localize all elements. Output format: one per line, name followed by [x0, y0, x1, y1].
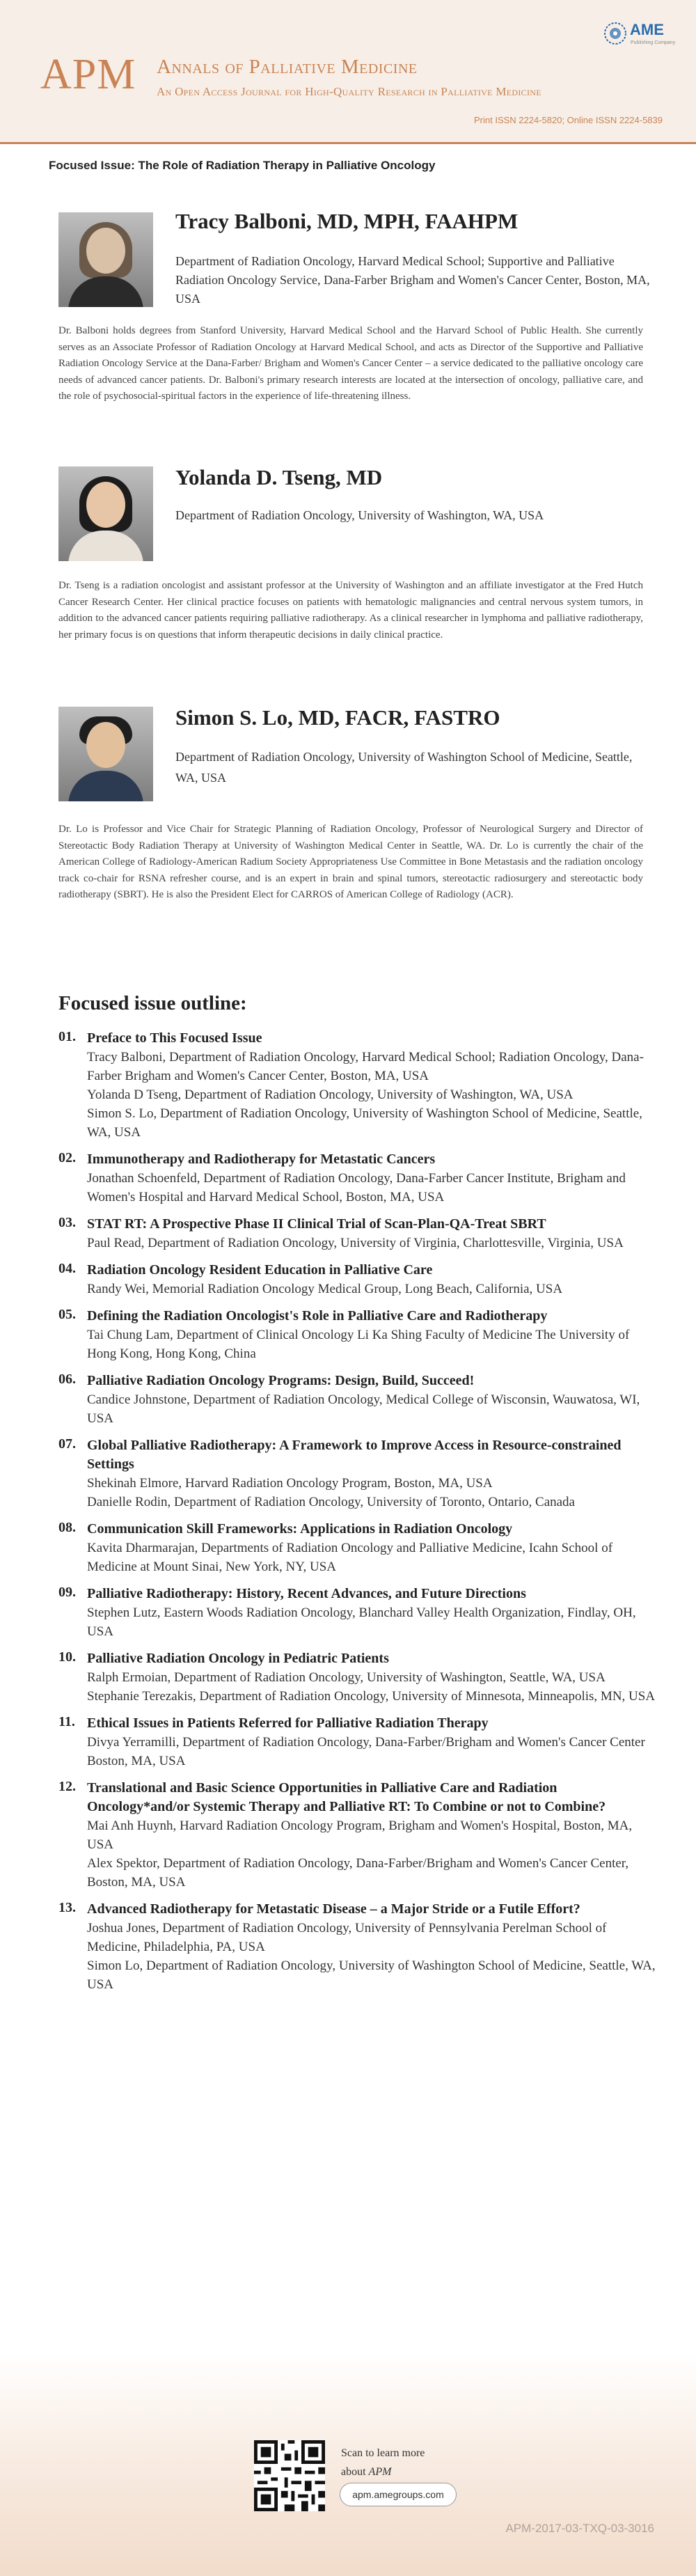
issn: Print ISSN 2224-5820; Online ISSN 2224-5839 — [473, 115, 663, 125]
journal-header — [0, 0, 696, 142]
item-number: 10. — [58, 1649, 76, 1665]
portrait-simon-lo — [58, 707, 153, 801]
outline-item — [58, 1307, 657, 1363]
ame-logo: AME — [630, 21, 664, 38]
outline-item — [58, 1779, 657, 1892]
article-author: Simon S. Lo, Department of Radiation Oncology, University of Washington School of Medicine, Seattle, WA, USA — [87, 1106, 642, 1140]
ame-tagline: Publishing Company — [631, 40, 676, 45]
item-number: 02. — [58, 1150, 76, 1165]
scan-prompt — [341, 2444, 425, 2481]
article-author: Danielle Rodin, Department of Radiation Oncology, University of Toronto, Ontario, Canada — [87, 1495, 575, 1509]
article-title: Palliative Radiation Oncology in Pediatric Patients — [87, 1651, 389, 1666]
article-title: Radiation Oncology Resident Education in Palliative Care — [87, 1262, 433, 1278]
outline-item — [58, 1520, 657, 1576]
outline-item — [58, 1215, 657, 1252]
article-title: Communication Skill Frameworks: Applications in Radiation Oncology — [87, 1521, 513, 1537]
item-number: 04. — [58, 1261, 76, 1276]
item-number: 09. — [58, 1585, 76, 1600]
outline-item — [58, 1714, 657, 1770]
item-number: 13. — [58, 1900, 76, 1915]
article-title: Advanced Radiotherapy for Metastatic Disease – a Major Stride or a Futile Effort? — [87, 1901, 580, 1917]
editor-bio: Dr. Balboni holds degrees from Stanford University, Harvard Medical School and the Harvard School of Public Health. She currently serves as an Associate Professor of Radiation Oncology at Harvard Medical School, and acts as Director of the Supportive and Palliative Radiation Oncology Service at the Dana-Farber/ Brigham and Women's Cancer Center – a service dedicated to the palliative oncology care needs of advanced cancer patients. Dr. Balboni's primary research interests are located at the intersection of oncology, palliative care, and the role of psychosocial-spiritual factors in the experience of life-threatening illness. — [58, 325, 643, 402]
qr-code-icon[interactable] — [254, 2440, 325, 2511]
apm-logo: APM — [40, 51, 136, 98]
article-author: Tai Chung Lam, Department of Clinical Oncology Li Ka Shing Faculty of Medicine The University of Hong Kong, Hong Kong, China — [87, 1328, 630, 1361]
scan-line-1: Scan to learn more — [341, 2447, 425, 2459]
article-title: Immunotherapy and Radiotherapy for Metastatic Cancers — [87, 1152, 436, 1167]
article-author: Divya Yerramilli, Department of Radiation Oncology, Dana-Farber/Brigham and Women's Cancer Center Boston, MA, USA — [87, 1735, 645, 1768]
article-title: Palliative Radiation Oncology Programs: Design, Build, Succeed! — [87, 1373, 475, 1388]
outline-item — [58, 1029, 657, 1142]
item-number: 03. — [58, 1215, 76, 1230]
article-title: Defining the Radiation Oncologist's Role in Palliative Care and Radiotherapy — [87, 1308, 548, 1324]
article-author: Jonathan Schoenfeld, Department of Radiation Oncology, Dana-Farber Cancer Institute, Brigham and Women's Hospital and Harvard Medical School, Boston, MA, USA — [87, 1171, 626, 1204]
journal-subtitle: An Open Access Journal for High-Quality Research in Palliative Medicine — [157, 85, 541, 98]
outline-item — [58, 1900, 657, 1994]
article-author: Candice Johnstone, Department of Radiation Oncology, Medical College of Wisconsin, Wauwatosa, WI, USA — [87, 1392, 640, 1426]
outline-item — [58, 1150, 657, 1207]
item-number: 05. — [58, 1307, 76, 1322]
editor-affiliation: Department of Radiation Oncology, University of Washington School of Medicine, Seattle, WA, USA — [175, 750, 633, 785]
editor-bio: Dr. Tseng is a radiation oncologist and assistant professor at the University of Washington and an affiliate investigator at the Fred Hutch Cancer Research Center. Her clinical practice focuses on patients with hematologic malignancies and central nervous system tumors, in addition to the advanced cancer patients requiring palliative radiotherapy. As a clinical researcher in lymphoma and palliative radiotherapy, her primary focus is on questions that inform therapeutic decisions in daily clinical practice. — [58, 580, 643, 641]
article-author: Paul Read, Department of Radiation Oncology, University of Virginia, Charlottesville, Virginia, USA — [87, 1236, 624, 1250]
item-number: 06. — [58, 1372, 76, 1387]
article-author: Tracy Balboni, Department of Radiation Oncology, Harvard Medical School; Radiation Oncology, Dana-Farber Brigham and Women's Cancer Center, Boston, MA, USA — [87, 1050, 644, 1083]
outline-list — [58, 1029, 657, 2002]
article-title: Ethical Issues in Patients Referred for Palliative Radiation Therapy — [87, 1715, 489, 1731]
item-number: 11. — [58, 1714, 75, 1729]
journal-url-link[interactable]: apm.amegroups.com — [340, 2483, 457, 2506]
article-author: Shekinah Elmore, Harvard Radiation Oncology Program, Boston, MA, USA — [87, 1476, 493, 1491]
outline-item — [58, 1261, 657, 1298]
article-title: Translational and Basic Science Opportunities in Palliative Care and Radiation Oncology*and/or Systemic Therapy and Palliative RT: To Combine or not to Combine? — [87, 1780, 606, 1814]
article-author: Stephanie Terezakis, Department of Radiation Oncology, University of Minnesota, Minneapolis, MN, USA — [87, 1689, 656, 1704]
article-author: Stephen Lutz, Eastern Woods Radiation Oncology, Blanchard Valley Health Organization, Findlay, OH, USA — [87, 1605, 636, 1639]
item-number: 07. — [58, 1436, 76, 1452]
outline-item — [58, 1585, 657, 1641]
editor-affiliation: Department of Radiation Oncology, Harvard Medical School; Supportive and Palliative Radiation Oncology Service, Dana-Farber Brigham and Women's Cancer Center, Boston, MA, USA — [175, 254, 650, 306]
scan-line-2: about APM — [341, 2466, 392, 2478]
outline-item — [58, 1649, 657, 1706]
article-author: Mai Anh Huynh, Harvard Radiation Oncology Program, Brigham and Women's Hospital, Boston, MA, USA — [87, 1819, 633, 1852]
article-title: Palliative Radiotherapy: History, Recent Advances, and Future Directions — [87, 1586, 526, 1601]
header-divider — [0, 142, 696, 144]
document-code: APM-2017-03-TXQ-03-3016 — [505, 2522, 654, 2535]
article-author: Simon Lo, Department of Radiation Oncology, University of Washington School of Medicine, Seattle, WA, USA — [87, 1958, 656, 1992]
item-number: 12. — [58, 1779, 76, 1794]
article-author: Alex Spektor, Department of Radiation Oncology, Dana-Farber/Brigham and Women's Cancer Center, Boston, MA, USA — [87, 1856, 629, 1890]
outline-item — [58, 1436, 657, 1511]
portrait-tracy-balboni — [58, 212, 153, 307]
journal-title: Annals of Palliative Medicine — [157, 56, 418, 78]
focused-issue-title: Focused Issue: The Role of Radiation Therapy in Palliative Oncology — [49, 159, 436, 172]
editor-name: Tracy Balboni, MD, MPH, FAAHPM — [175, 209, 519, 233]
item-number: 08. — [58, 1520, 76, 1535]
outline-heading: Focused issue outline: — [58, 992, 247, 1014]
portrait-yolanda-tseng — [58, 466, 153, 561]
editor-name: Simon S. Lo, MD, FACR, FASTRO — [175, 705, 500, 730]
article-author: Kavita Dharmarajan, Departments of Radiation Oncology and Palliative Medicine, Icahn School of Medicine at Mount Sinai, New York, NY, USA — [87, 1541, 613, 1574]
article-title: STAT RT: A Prospective Phase II Clinical Trial of Scan-Plan-QA-Treat SBRT — [87, 1216, 546, 1232]
article-author: Ralph Ermoian, Department of Radiation Oncology, University of Washington, Seattle, WA, USA — [87, 1670, 606, 1685]
editor-name: Yolanda D. Tseng, MD — [175, 465, 383, 489]
article-author: Yolanda D Tseng, Department of Radiation Oncology, University of Washington, WA, USA — [87, 1087, 574, 1102]
article-title: Preface to This Focused Issue — [87, 1030, 262, 1046]
editor-bio: Dr. Lo is Professor and Vice Chair for Strategic Planning of Radiation Oncology, Professor of Neurological Surgery and Director of Stereotactic Body Radiation Therapy at University of Washington Medical Center in Seattle, WA. Dr. Lo is currently the chair of the American College of Radiology-American Radium Society Appropriateness Use Committee in Bone Metastasis and the radiation oncology track co-chair for RSNA refresher course, and is an expert in brain and spinal tumors, stereotactic radiosurgery and stereotactic body radiotherapy (SBRT). He is also the President Elect for CARROS of American College of Radiology (ACR). — [58, 824, 643, 900]
outline-item — [58, 1372, 657, 1428]
item-number: 01. — [58, 1029, 76, 1044]
article-author: Randy Wei, Memorial Radiation Oncology Medical Group, Long Beach, California, USA — [87, 1282, 563, 1296]
article-title: Global Palliative Radiotherapy: A Framework to Improve Access in Resource-constrained Settings — [87, 1438, 622, 1472]
editor-affiliation: Department of Radiation Oncology, University of Washington, WA, USA — [175, 508, 544, 522]
article-author: Joshua Jones, Department of Radiation Oncology, University of Pennsylvania Perelman School of Medicine, Philadelphia, PA, USA — [87, 1921, 607, 1954]
